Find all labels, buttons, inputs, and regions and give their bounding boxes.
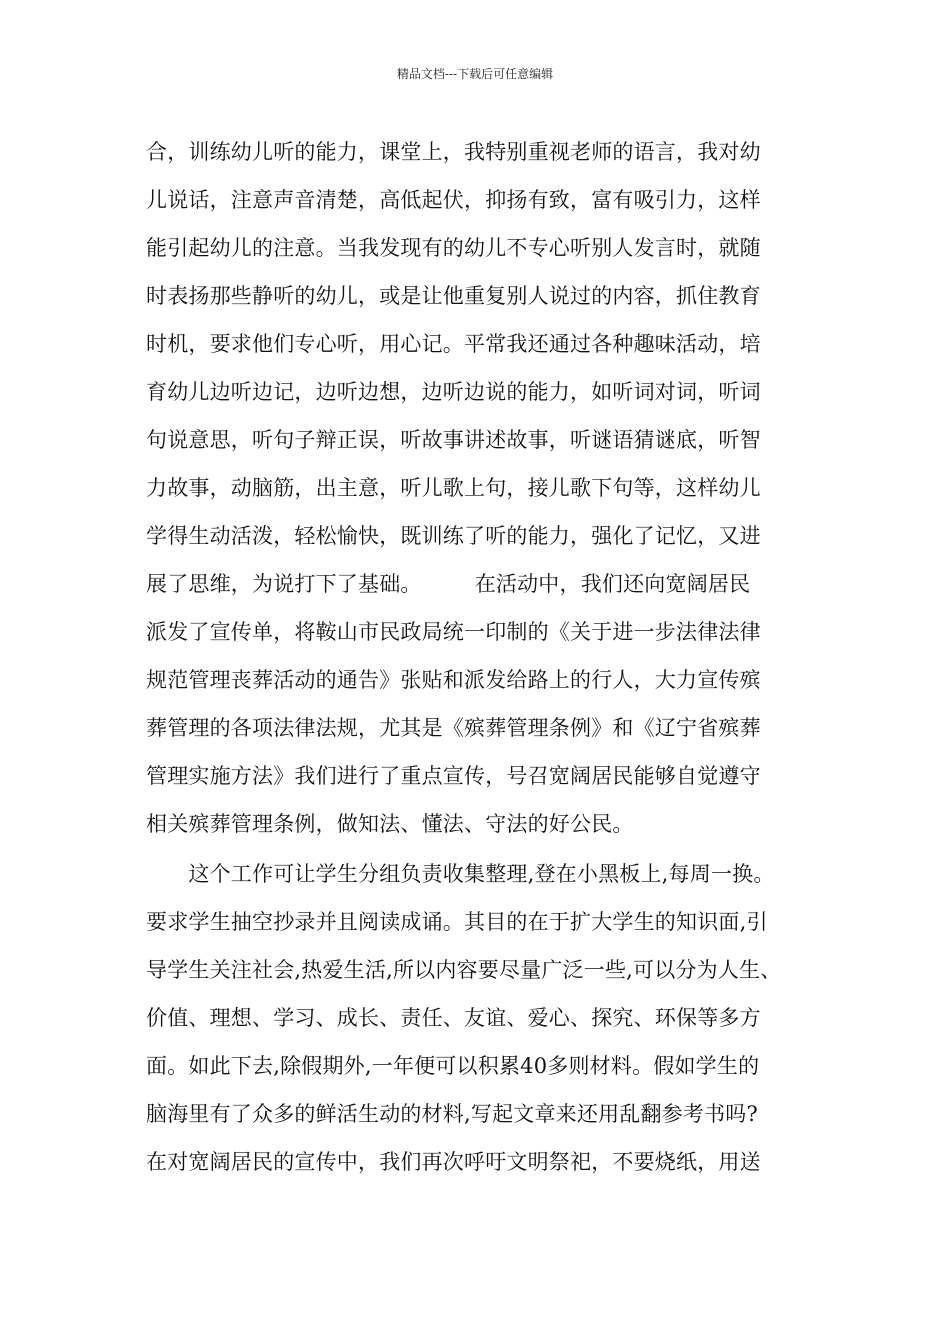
text-line: 时表扬那些静听的幼儿，或是让他重复别人说过的内容，抓住教育 (146, 284, 761, 308)
text-line: 脑海里有了众多的鲜活生动的材料,写起文章来还用乱翻参考书吗? (146, 1102, 758, 1126)
text-line: 要求学生抽空抄录并且阅读成诵。其目的在于扩大学生的知识面,引 (146, 910, 768, 934)
text-line: 派发了宣传单，将鞍山市民政局统一印制的《关于进一步法律法律 (146, 620, 761, 644)
text-line: 句说意思，听句子辩正误，听故事讲述故事，听谜语猜谜底，听智 (146, 428, 761, 452)
text-line: 在对宽阔居民的宣传中，我们再次呼吁文明祭祀，不要烧纸，用送 (146, 1150, 761, 1174)
text-line: 合，训练幼儿听的能力，课堂上，我特别重视老师的语言，我对幼 (146, 140, 761, 164)
text-line: 葬管理的各项法律法规，尤其是《殡葬管理条例》和《辽宁省殡葬 (146, 716, 761, 740)
text-line: 力故事，动脑筋，出主意，听儿歌上句，接儿歌下句等，这样幼儿 (146, 476, 761, 500)
text-line: 儿说话，注意声音清楚，高低起伏，抑扬有致，富有吸引力，这样 (146, 188, 761, 212)
text-line: 育幼儿边听边记，边听边想，边听边说的能力，如听词对词，听词 (146, 380, 761, 404)
text-line: 导学生关注社会,热爱生活,所以内容要尽量广泛一些,可以分为人生、 (146, 958, 782, 982)
text-line: 面。如此下去,除假期外,一年便可以积累40多则材料。假如学生的 (146, 1054, 760, 1078)
text-line: 管理实施方法》我们进行了重点宣传，号召宽阔居民能够自觉遵守 (146, 764, 761, 788)
text-line: 相关殡葬管理条例，做知法、懂法、守法的好公民。 (146, 812, 634, 836)
text-line: 能引起幼儿的注意。当我发现有的幼儿不专心听别人发言时，就随 (146, 236, 761, 260)
text-line: 规范管理丧葬活动的通告》张贴和派发给路上的行人，大力宣传殡 (146, 668, 761, 692)
text-line: 展了思维，为说打下了基础。 在活动中，我们还向宽阔居民 (146, 572, 751, 596)
document-body (146, 128, 826, 1186)
text-line: 时机，要求他们专心听，用心记。平常我还通过各种趣味活动，培 (146, 332, 761, 356)
text-line: 价值、理想、学习、成长、责任、友谊、爱心、探究、环保等多方 (146, 1006, 761, 1030)
page-header: 精品文档---下载后可任意编辑 (396, 67, 554, 81)
text-line: 这个工作可让学生分组负责收集整理,登在小黑板上,每周一换。 (146, 862, 775, 886)
text-line: 学得生动活泼，轻松愉快，既训练了听的能力，强化了记忆，又进 (146, 524, 761, 548)
